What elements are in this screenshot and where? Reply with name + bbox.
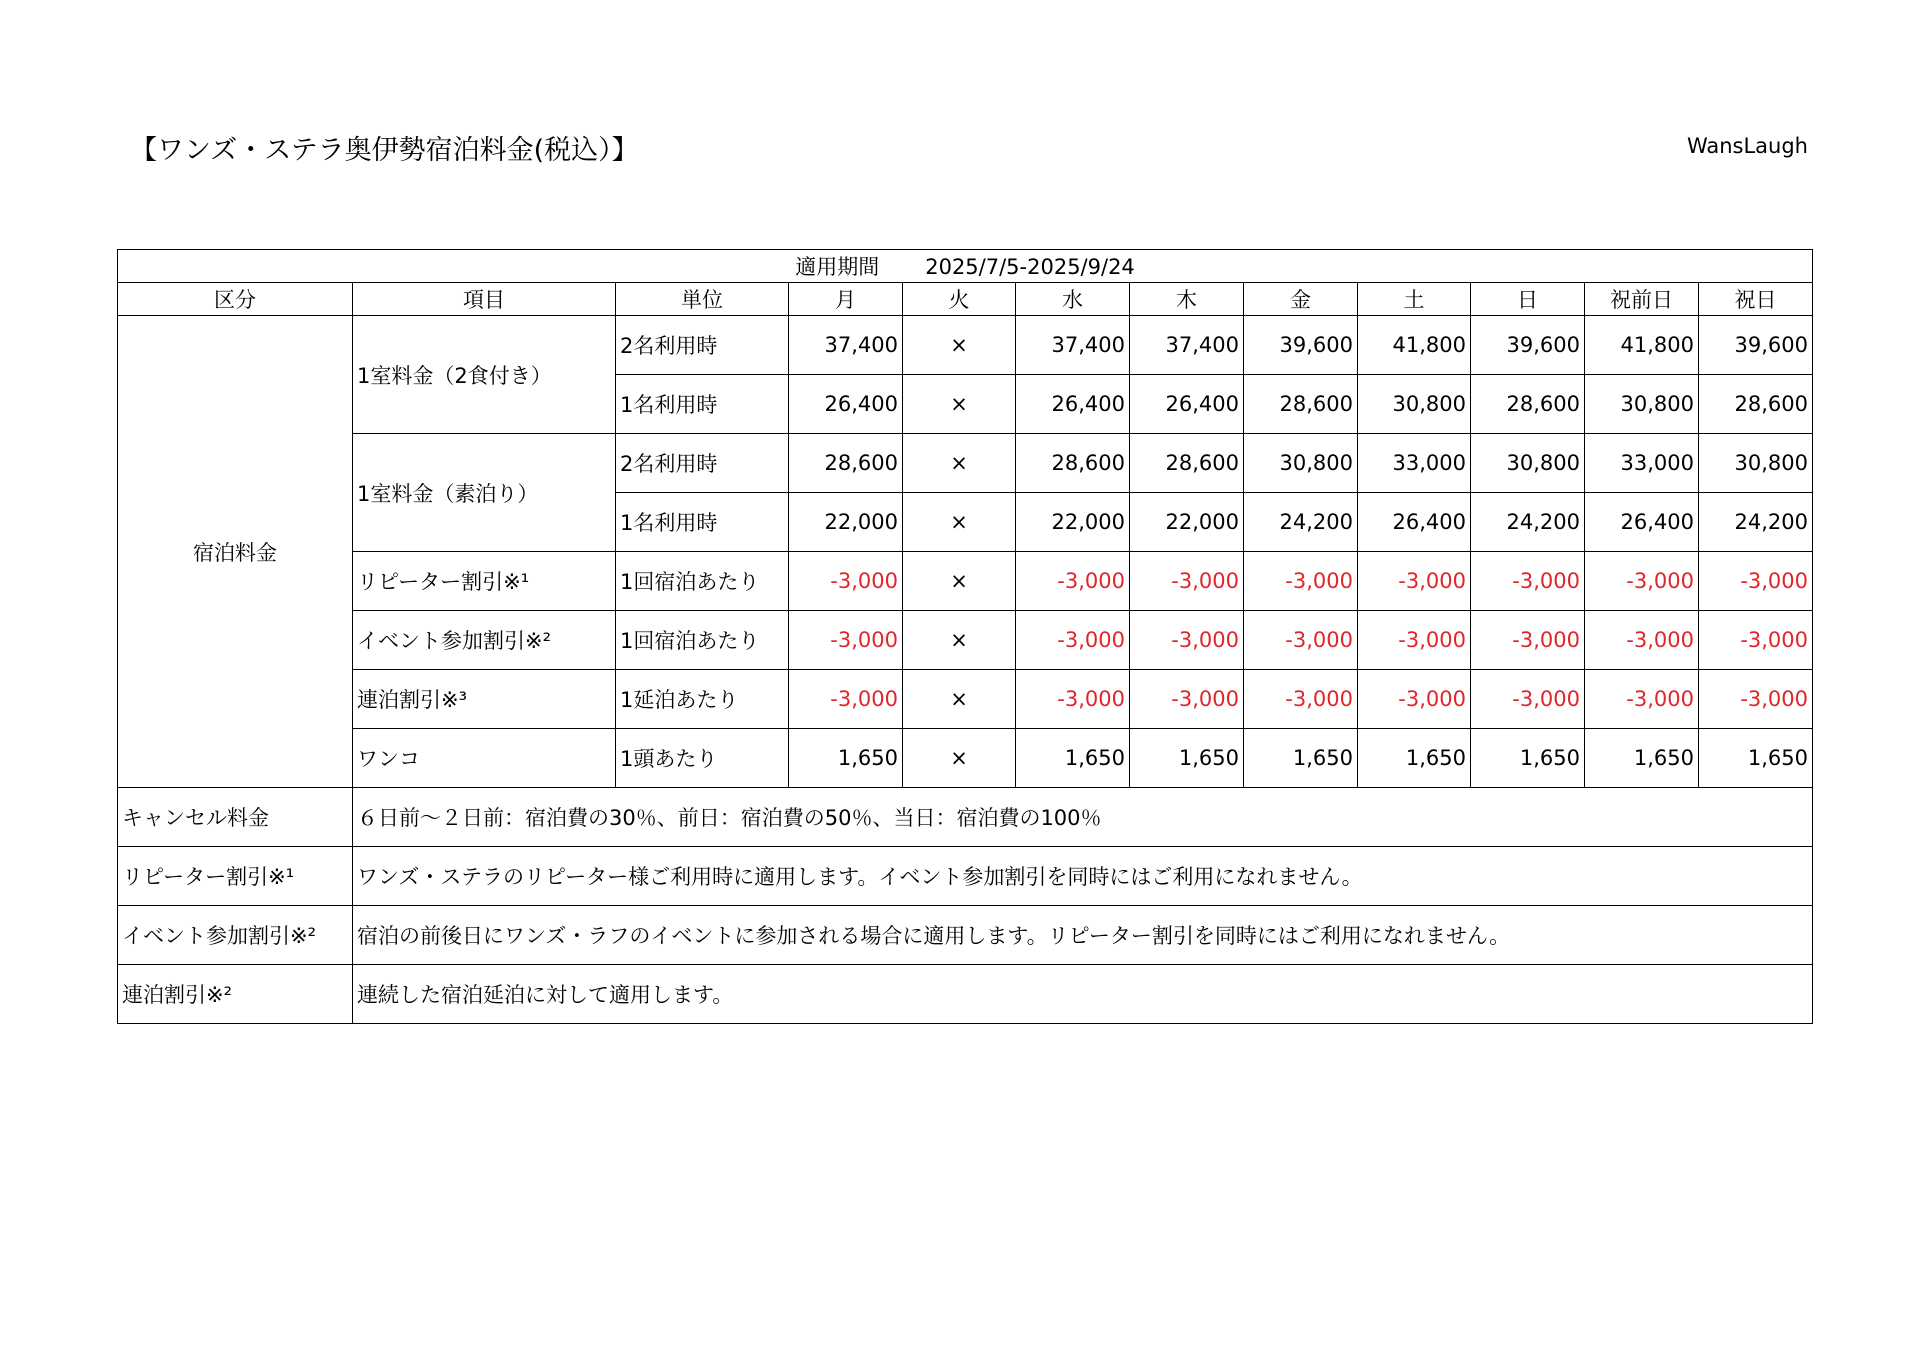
note-text: ６日前～２日前：宿泊費の30％、前日：宿泊費の50％、当日：宿泊費の100％ — [353, 788, 1813, 847]
column-header: 木 — [1130, 283, 1244, 316]
price-cell: 28,600 — [1471, 375, 1585, 434]
column-header: 祝日 — [1699, 283, 1813, 316]
column-header: 単位 — [616, 283, 789, 316]
price-cell: 26,400 — [1585, 493, 1699, 552]
discount-cell: -3,000 — [1130, 611, 1244, 670]
unit-cell: 1名利用時 — [616, 375, 789, 434]
item-cell: 1室料金（2食付き） — [353, 316, 616, 434]
closed-mark: × — [903, 670, 1016, 729]
closed-mark: × — [903, 493, 1016, 552]
unit-cell: 1名利用時 — [616, 493, 789, 552]
price-cell: 1,650 — [789, 729, 903, 788]
price-cell: 1,650 — [1244, 729, 1358, 788]
closed-mark: × — [903, 611, 1016, 670]
column-header: 区分 — [118, 283, 353, 316]
price-cell: 1,650 — [1130, 729, 1244, 788]
column-header: 金 — [1244, 283, 1358, 316]
price-cell: 37,400 — [789, 316, 903, 375]
unit-cell: 1回宿泊あたり — [616, 552, 789, 611]
closed-mark: × — [903, 375, 1016, 434]
price-cell: 1,650 — [1699, 729, 1813, 788]
closed-mark: × — [903, 316, 1016, 375]
note-text: 宿泊の前後日にワンズ・ラフのイベントに参加される場合に適用します。リピーター割引を同時にはご利用になれません。 — [353, 906, 1813, 965]
column-header: 水 — [1016, 283, 1130, 316]
closed-mark: × — [903, 729, 1016, 788]
price-cell: 28,600 — [789, 434, 903, 493]
discount-cell: -3,000 — [1471, 552, 1585, 611]
discount-cell: -3,000 — [1699, 552, 1813, 611]
unit-cell: 1延泊あたり — [616, 670, 789, 729]
price-cell: 24,200 — [1699, 493, 1813, 552]
table-row — [118, 552, 1813, 611]
discount-cell: -3,000 — [1585, 670, 1699, 729]
note-label: 連泊割引※² — [118, 965, 353, 1024]
table-row — [118, 670, 1813, 729]
price-cell: 30,800 — [1244, 434, 1358, 493]
closed-mark: × — [903, 552, 1016, 611]
price-cell: 28,600 — [1130, 434, 1244, 493]
rate-table — [117, 249, 1813, 1024]
price-cell: 22,000 — [1016, 493, 1130, 552]
discount-cell: -3,000 — [1471, 670, 1585, 729]
price-cell: 39,600 — [1699, 316, 1813, 375]
column-header: 火 — [903, 283, 1016, 316]
period-label: 適用期間 — [795, 255, 880, 279]
item-cell: 連泊割引※³ — [353, 670, 616, 729]
discount-cell: -3,000 — [1244, 611, 1358, 670]
price-cell: 37,400 — [1016, 316, 1130, 375]
price-cell: 1,650 — [1471, 729, 1585, 788]
table-row — [118, 611, 1813, 670]
price-cell: 30,800 — [1471, 434, 1585, 493]
price-cell: 26,400 — [789, 375, 903, 434]
discount-cell: -3,000 — [789, 611, 903, 670]
closed-mark: × — [903, 434, 1016, 493]
discount-cell: -3,000 — [1699, 670, 1813, 729]
column-header: 日 — [1471, 283, 1585, 316]
price-cell: 30,800 — [1699, 434, 1813, 493]
price-cell: 1,650 — [1358, 729, 1471, 788]
price-cell: 41,800 — [1585, 316, 1699, 375]
discount-cell: -3,000 — [1699, 611, 1813, 670]
unit-cell: 2名利用時 — [616, 316, 789, 375]
category-cell: 宿泊料金 — [118, 316, 353, 788]
table-row — [118, 434, 1813, 493]
price-cell: 30,800 — [1585, 375, 1699, 434]
price-cell: 24,200 — [1244, 493, 1358, 552]
discount-cell: -3,000 — [789, 552, 903, 611]
price-cell: 39,600 — [1244, 316, 1358, 375]
item-cell: リピーター割引※¹ — [353, 552, 616, 611]
discount-cell: -3,000 — [1130, 670, 1244, 729]
price-cell: 28,600 — [1244, 375, 1358, 434]
note-row — [118, 847, 1813, 906]
column-header: 月 — [789, 283, 903, 316]
discount-cell: -3,000 — [1358, 670, 1471, 729]
price-cell: 24,200 — [1471, 493, 1585, 552]
discount-cell: -3,000 — [1130, 552, 1244, 611]
item-cell: 1室料金（素泊り） — [353, 434, 616, 552]
price-cell: 1,650 — [1016, 729, 1130, 788]
price-cell: 28,600 — [1016, 434, 1130, 493]
price-cell: 26,400 — [1358, 493, 1471, 552]
period-row — [118, 250, 1813, 283]
column-header: 項目 — [353, 283, 616, 316]
brand-name: WansLaugh — [1686, 134, 1808, 158]
period-cell — [118, 250, 1813, 283]
price-cell: 30,800 — [1358, 375, 1471, 434]
price-cell: 37,400 — [1130, 316, 1244, 375]
discount-cell: -3,000 — [1585, 552, 1699, 611]
note-text: 連続した宿泊延泊に対して適用します。 — [353, 965, 1813, 1024]
price-cell: 33,000 — [1358, 434, 1471, 493]
discount-cell: -3,000 — [1016, 611, 1130, 670]
unit-cell: 2名利用時 — [616, 434, 789, 493]
discount-cell: -3,000 — [1016, 552, 1130, 611]
discount-cell: -3,000 — [1585, 611, 1699, 670]
price-cell: 26,400 — [1130, 375, 1244, 434]
note-label: リピーター割引※¹ — [118, 847, 353, 906]
price-cell: 39,600 — [1471, 316, 1585, 375]
price-cell: 26,400 — [1016, 375, 1130, 434]
note-row — [118, 788, 1813, 847]
column-header: 土 — [1358, 283, 1471, 316]
table-row — [118, 729, 1813, 788]
column-header: 祝前日 — [1585, 283, 1699, 316]
discount-cell: -3,000 — [1358, 552, 1471, 611]
price-cell: 22,000 — [1130, 493, 1244, 552]
note-row — [118, 906, 1813, 965]
price-cell: 41,800 — [1358, 316, 1471, 375]
discount-cell: -3,000 — [789, 670, 903, 729]
unit-cell: 1頭あたり — [616, 729, 789, 788]
price-cell: 33,000 — [1585, 434, 1699, 493]
unit-cell: 1回宿泊あたり — [616, 611, 789, 670]
discount-cell: -3,000 — [1358, 611, 1471, 670]
price-cell: 22,000 — [789, 493, 903, 552]
item-cell: イベント参加割引※² — [353, 611, 616, 670]
price-cell: 1,650 — [1585, 729, 1699, 788]
price-cell: 28,600 — [1699, 375, 1813, 434]
discount-cell: -3,000 — [1016, 670, 1130, 729]
note-text: ワンズ・ステラのリピーター様ご利用時に適用します。イベント参加割引を同時にはご利用になれません。 — [353, 847, 1813, 906]
item-cell: ワンコ — [353, 729, 616, 788]
header-row — [118, 283, 1813, 316]
note-label: イベント参加割引※² — [118, 906, 353, 965]
table-row — [118, 316, 1813, 375]
discount-cell: -3,000 — [1244, 670, 1358, 729]
note-row — [118, 965, 1813, 1024]
period-range: 2025/7/5-2025/9/24 — [925, 255, 1135, 279]
discount-cell: -3,000 — [1471, 611, 1585, 670]
note-label: キャンセル料金 — [118, 788, 353, 847]
discount-cell: -3,000 — [1244, 552, 1358, 611]
page-title: 【ワンズ・ステラ奥伊勢宿泊料金(税込）】 — [130, 135, 639, 166]
